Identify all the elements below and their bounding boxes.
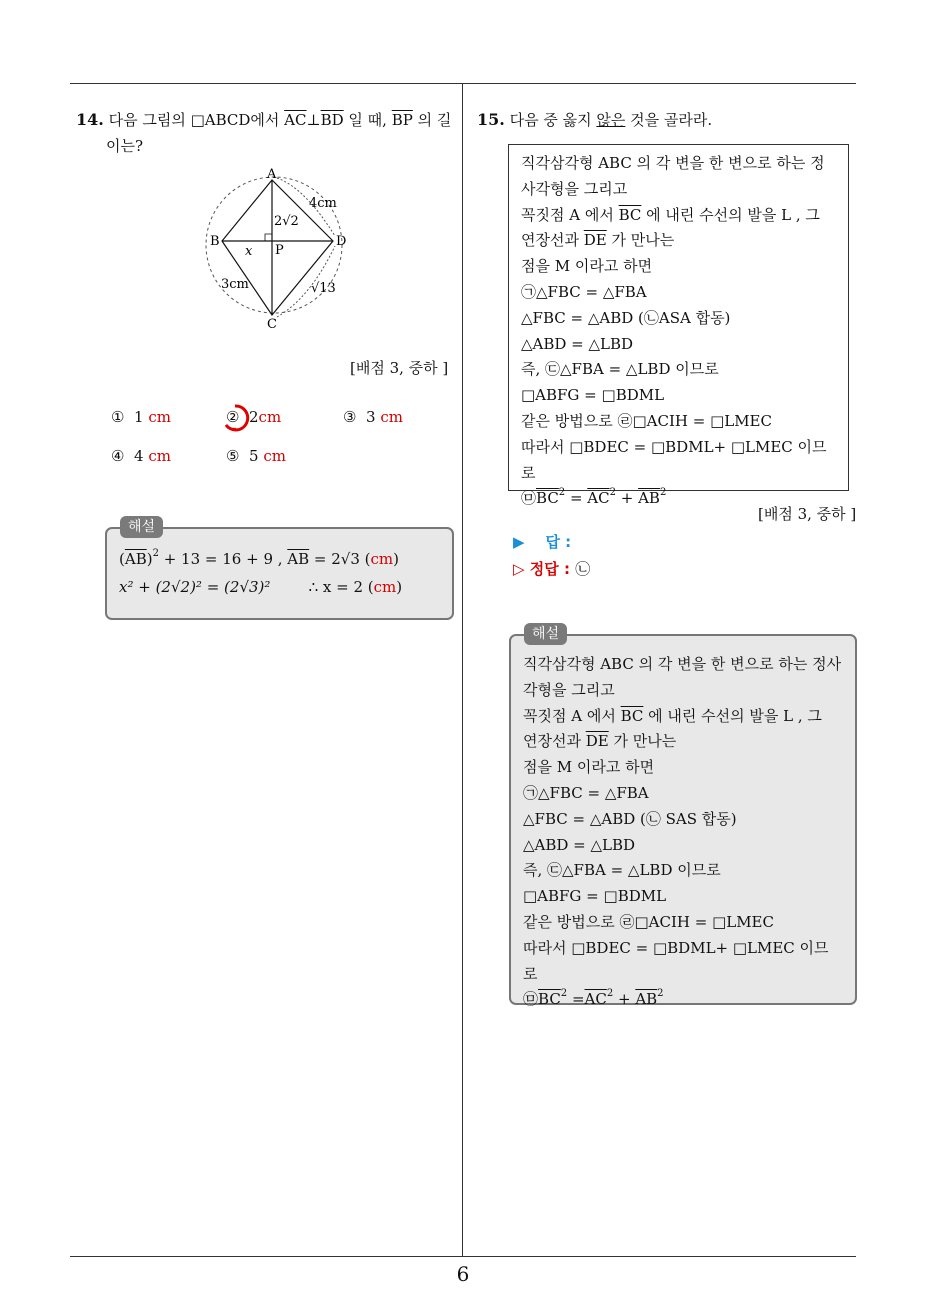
- box-line: △ABD = △LBD: [521, 334, 634, 353]
- outline-triangle-icon: ▷: [513, 560, 525, 578]
- q14-text-2: 일 때,: [343, 111, 392, 129]
- correct-label: 정답 :: [529, 560, 570, 578]
- correct-value: ㉡: [575, 560, 591, 578]
- choice-unit: cm: [263, 447, 286, 465]
- solution-line: △FBC = △ABD (㉡ SAS 합동): [523, 809, 737, 828]
- q15-solution-box: [509, 634, 857, 1009]
- solution-line: 점을 M 이라고 하면: [523, 758, 655, 777]
- selected-answer-circle: [220, 403, 250, 433]
- box-line: ㉠△FBC = △FBA: [521, 282, 647, 301]
- choice-mark: ⑤: [226, 447, 240, 465]
- q14-score: [배점 3, 중하 ]: [350, 359, 449, 377]
- solution-line: △ABD = △LBD: [523, 835, 636, 854]
- choice-unit: cm: [258, 408, 282, 426]
- box-line: 즉, ㉢△FBA = △LBD 이므로: [521, 360, 719, 379]
- solution-line: 직각삼각형 ABC 의 각 변을 한 변으로 하는 정사: [523, 655, 842, 673]
- right-angle-mark: [265, 234, 272, 241]
- q15-statement-box: [508, 144, 849, 508]
- q14-text-3: 의 길: [412, 111, 452, 129]
- q15-solution-tag: 해설: [524, 623, 567, 645]
- box-line: 사각형을 그리고: [521, 179, 628, 198]
- solution-line: □ABFG = □BDML: [523, 887, 667, 906]
- page-number: 6: [456, 1262, 470, 1286]
- box-line: △FBC = △ABD (㉡ASA 합동): [521, 308, 731, 327]
- q14-seg-bd: $\overline{BD}$: [320, 111, 344, 129]
- label-c: C: [267, 317, 277, 328]
- q15-text-underlined: 않은: [596, 111, 626, 129]
- q14-number: 14.: [76, 110, 104, 129]
- length-ad: 4cm: [309, 196, 337, 211]
- choice-mark: ④: [111, 447, 125, 465]
- choice-mark: ②: [226, 408, 240, 426]
- q14-choice-1[interactable]: [111, 408, 171, 426]
- choice-number: 2: [249, 408, 259, 426]
- choice-unit: cm: [148, 408, 171, 426]
- box-line: 꼭짓점 A 에서 $\overline{BC}$ 에 내린 수선의 발을 L , 그: [521, 205, 820, 224]
- solution-line: 각형을 그리고: [523, 680, 615, 699]
- label-p: P: [275, 243, 284, 258]
- box-line: □ABFG = □BDML: [521, 386, 665, 405]
- label-d: D: [336, 234, 347, 249]
- solution-line: 꼭짓점 A 에서 $\overline{BC}$ 에 내린 수선의 발을 L , 그: [523, 706, 822, 725]
- q14-text-line2: 이는?: [106, 137, 144, 155]
- q14-text-1: 다음 그림의 □ABCD에서: [108, 111, 285, 129]
- q14-solution-line2: x² + (2√2)² = (2√3)² ∴ x = 2 (cm): [119, 577, 403, 596]
- top-rule: [70, 83, 856, 84]
- box-line: 연장선과 $\overline{DE}$ 가 만나는: [521, 231, 675, 250]
- solution-line: ㉠△FBC = △FBA: [523, 783, 649, 802]
- q15-score: [배점 3, 중하 ]: [758, 505, 857, 523]
- column-divider: [462, 83, 463, 1257]
- q14-seg-ac: $\overline{AC}$: [284, 111, 307, 129]
- q15-text-a: 다음 중 옳지: [509, 111, 597, 129]
- q14-prompt: [76, 107, 456, 159]
- q14-choice-5[interactable]: [226, 447, 286, 465]
- choice-mark: ③: [343, 408, 357, 426]
- answer-label: 답 :: [545, 533, 572, 551]
- q14-figure: [205, 168, 355, 328]
- q15-correct-line: [513, 558, 590, 579]
- choice-number: 4: [134, 447, 144, 465]
- box-line: 점을 M 이라고 하면: [521, 257, 653, 276]
- length-bc: 3cm: [221, 277, 249, 292]
- choice-unit: cm: [380, 408, 403, 426]
- q14-perp: ⊥: [306, 111, 321, 129]
- q15-prompt: [477, 107, 857, 133]
- q15-text-b: 것을 골라라.: [625, 111, 713, 129]
- length-ap: 2√2: [274, 214, 299, 229]
- q14-solution-line1: $(\overline{AB})^2 + 13 = 16 + 9$ , $\overline{AB} = 2√3$ (cm): [119, 548, 400, 568]
- length-bp: x: [245, 244, 253, 259]
- play-triangle-icon: ▶: [513, 533, 525, 551]
- q15-answer-line: [513, 531, 571, 552]
- choice-unit: cm: [148, 447, 171, 465]
- box-line: 같은 방법으로 ㉣□ACIH = □LMEC: [521, 411, 772, 430]
- bottom-rule: [70, 1256, 856, 1257]
- q14-seg-bp: $\overline{BP}$: [391, 111, 413, 129]
- box-line: 따라서 □BDEC = □BDML+ □LMEC 이므로: [521, 437, 827, 482]
- solution-line: 같은 방법으로 ㉣□ACIH = □LMEC: [523, 912, 774, 931]
- choice-number: 5: [249, 447, 259, 465]
- q15-number: 15.: [477, 110, 505, 129]
- length-cd: √13: [311, 281, 336, 296]
- box-line: $㉤\overline{BC}^2 = \overline{AC}^2 + \overline{AB}^2$: [521, 487, 667, 508]
- solution-line: 연장선과 $\overline{DE}$ 가 만나는: [523, 732, 677, 751]
- q14-choice-4[interactable]: [111, 447, 171, 465]
- solution-line: 따라서 □BDEC = □BDML+ □LMEC 이므로: [523, 938, 829, 983]
- choice-mark: ①: [111, 408, 125, 426]
- box-line: 직각삼각형 ABC 의 각 변을 한 변으로 하는 정: [521, 154, 825, 172]
- solution-line: 즉, ㉢△FBA = △LBD 이므로: [523, 861, 721, 880]
- choice-number: 3: [366, 408, 376, 426]
- q14-solution-tag: 해설: [120, 516, 163, 538]
- solution-line: $㉤\overline{BC}^2 =\overline{AC}^2 + \overline{AB}^2$: [523, 988, 664, 1009]
- q14-choice-3[interactable]: [343, 408, 403, 426]
- label-a: A: [267, 168, 277, 182]
- label-b: B: [210, 234, 220, 249]
- choice-number: 1: [134, 408, 144, 426]
- q14-solution-box: [105, 527, 454, 620]
